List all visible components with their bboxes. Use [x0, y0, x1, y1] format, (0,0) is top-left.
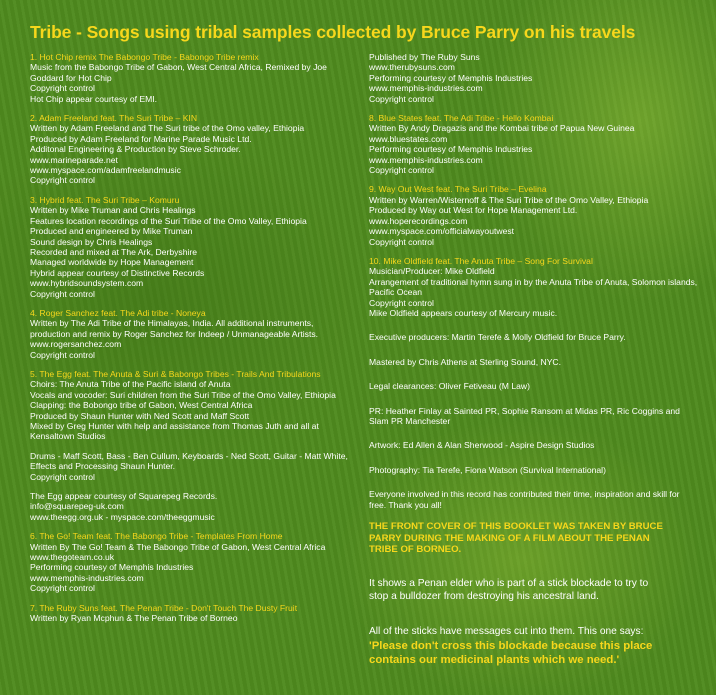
track-line: Written By Andy Dragazis and the Kombai tribe of Papua New Guinea [369, 123, 635, 134]
track-line: Copyright control [30, 471, 95, 482]
track-line: www.memphis-industries.com [369, 154, 483, 165]
track-line: Features location recordings of the Suri Tribe of the Omo Valley, Ethiopia [30, 215, 307, 226]
track-heading: 6. The Go! Team feat. The Babongo Tribe - Templates From Home [30, 531, 283, 542]
track-line: Hybrid appear courtesy of Distinctive Records [30, 267, 205, 278]
track-line: www.hybridsoundsystem.com [30, 278, 144, 289]
track-line: Clapping: the Bobongo tribe of Gabon, West Central Africa [30, 400, 253, 411]
track-line: Performing courtesy of Memphis Industries [30, 562, 194, 573]
credit-thanks: Everyone involved in this record has contributed their time, inspiration and skill for free. Thank you all! [369, 489, 680, 510]
credit-artwork: Artwork: Ed Allen & Alan Sherwood - Aspire Design Studios [369, 440, 595, 451]
track-line: www.marineparade.net [30, 154, 118, 165]
track-line: Arrangement of traditional hymn sung in by the Anuta Tribe of Anuta, Solomon islands, Pacific Ocean [369, 276, 698, 298]
track-entry-3 [30, 195, 355, 299]
track-line: Copyright control [369, 297, 434, 308]
track-line: Written by The Adi Tribe of the Himalayas, India. All additional instruments, production and remix by Roger Sanchez for Indeep / Unmanageable Artists. [30, 318, 319, 339]
track-heading: 9. Way Out West feat. The Suri Tribe – Evelina [369, 184, 547, 195]
sticks-description: All of the sticks have messages cut into them. This one says: [369, 626, 644, 637]
track-line: The Egg appear courtesy of Squarepeg Records. [30, 491, 218, 502]
credit-legal: Legal clearances: Oliver Fetiveau (M Law) [369, 381, 530, 392]
track-line: Produced by Adam Freeland for Marine Parade Music Ltd. [30, 133, 252, 144]
track-line: Written by Warren/Wisternoff & The Suri Tribe of the Omo Valley, Ethiopia [369, 194, 649, 205]
track-line: www.memphis-industries.com [30, 572, 144, 583]
track-line: Copyright control [369, 165, 434, 176]
track-line: Copyright control [30, 83, 95, 94]
credit-pr: PR: Heather Finlay at Sainted PR, Sophie Ransom at Midas PR, Ric Coggins and Slam PR Manchester [369, 405, 680, 426]
left-column [30, 52, 355, 633]
credit-executive-producers: Executive producers: Martin Terefe & Molly Oldfield for Bruce Parry. [369, 332, 626, 343]
track-heading: 5. The Egg feat. The Anuta & Suri & Babongo Tribes - Trails And Tribulations [30, 368, 321, 379]
credit-mastering: Mastered by Chris Athens at Sterling Sound, NYC. [369, 356, 562, 367]
track-line: www.myspace.com/adamfreelandmusic [30, 165, 181, 176]
penan-description: It shows a Penan elder who is part of a stick blockade to try to stop a bulldozer from destroying his ancestral land. [369, 578, 649, 602]
track-line: Copyright control [30, 583, 95, 594]
track-line: www.theegg.org.uk - myspace.com/theeggmusic [30, 511, 215, 522]
track-line: Written by Mike Truman and Chris Healings [30, 205, 196, 216]
track-entry-7 [30, 603, 355, 624]
track-line: Copyright control [30, 349, 95, 360]
track-line [30, 442, 355, 451]
track-line: Music from the Babongo Tribe of Gabon, West Central Africa, Remixed by Joe Goddard for Hot Chip [30, 62, 327, 83]
track-entry-2 [30, 113, 355, 186]
track-line: www.rogersanchez.com [30, 339, 122, 350]
track-heading: 7. The Ruby Suns feat. The Penan Tribe - Don't Touch The Dusty Fruit [30, 602, 298, 613]
track-line: Sound design by Chris Healings [30, 236, 153, 247]
track-line: Performing courtesy of Memphis Industries [369, 72, 533, 83]
track-entry-1 [30, 52, 355, 104]
track-line: Copyright control [369, 236, 434, 247]
track-line: www.memphis-industries.com [369, 83, 483, 94]
track-line: Musician/Producer: Mike Oldfield [369, 266, 495, 277]
track-line: Additonal Engineering & Production by Steve Schroder. [30, 144, 241, 155]
track-line: www.hoperecordings.com [369, 215, 468, 226]
track-entry-9 [369, 184, 699, 246]
track-line: Drums - Maff Scott, Bass - Ben Cullum, Keyboards - Ned Scott, Guitar - Matt White, Effects and Processing Shaun Hunter. [30, 450, 348, 472]
track-entry-7-continued [369, 52, 699, 104]
track-line: Recorded and mixed at The Ark, Derbyshire [30, 246, 198, 257]
track-line: Produced by Way out West for Hope Management Ltd. [369, 205, 578, 216]
track-line: Managed worldwide by Hope Management [30, 257, 194, 268]
track-line: Hot Chip appear courtesy of EMI. [30, 93, 158, 104]
page-title: Tribe - Songs using tribal samples collected by Bruce Parry on his travels [30, 22, 636, 42]
track-line: Performing courtesy of Memphis Industries [369, 144, 533, 155]
track-line: Copyright control [30, 288, 95, 299]
track-entry-5 [30, 369, 355, 522]
track-line: Choirs: The Anuta Tribe of the Pacific island of Anuta [30, 379, 231, 390]
track-line: Mixed by Greg Hunter with help and assistance from Thomas Juth and all at Kensaltown Studios [30, 421, 319, 442]
credit-photography: Photography: Tia Terefe, Fiona Watson (Survival International) [369, 464, 606, 475]
track-line: Copyright control [369, 93, 434, 104]
track-heading: 10. Mike Oldfield feat. The Anuta Tribe – Song For Survival [369, 255, 593, 266]
track-line: Written by Adam Freeland and The Suri tribe of the Omo valley, Ethiopia [30, 123, 305, 134]
track-line: Written By The Go! Team & The Babongo Tribe of Gabon, West Central Africa [30, 541, 326, 552]
track-entry-6 [30, 531, 355, 593]
track-line: www.myspace.com/officialwayoutwest [369, 226, 515, 237]
track-line: Written by Ryan Mcphun & The Penan Tribe of Borneo [30, 613, 238, 624]
track-entry-10 [369, 256, 699, 318]
track-line: Published by The Ruby Suns [369, 52, 480, 62]
track-line: Produced and engineered by Mike Truman [30, 226, 193, 237]
track-line: info@squarepeg-uk.com [30, 501, 124, 512]
track-heading: 8. Blue States feat. The Adi Tribe - Hello Kombai [369, 113, 554, 124]
track-entry-8 [369, 113, 699, 175]
track-line: www.bluestates.com [369, 133, 448, 144]
right-column [369, 52, 699, 524]
track-line: Copyright control [30, 175, 95, 186]
track-entry-4 [30, 308, 355, 360]
track-line: www.therubysuns.com [369, 62, 455, 73]
cover-note: THE FRONT COVER OF THIS BOOKLET WAS TAKEN BY BRUCE PARRY DURING THE MAKING OF A FILM ABOUT THE PENAN TRIBE OF BORNEO. [369, 521, 663, 556]
track-heading: 4. Roger Sanchez feat. The Adi tribe - Noneya [30, 307, 206, 318]
blockade-quote: 'Please don't cross this blockade because this place contains our medicinal plants which we need.' [369, 640, 653, 666]
track-heading: 2. Adam Freeland feat. The Suri Tribe – KIN [30, 113, 198, 124]
track-line: Vocals and vocoder: Suri children from the Suri Tribe of the Omo Valley, Ethiopia [30, 389, 336, 400]
track-line [30, 482, 355, 491]
track-line: Mike Oldfield appears courtesy of Mercury music. [369, 307, 558, 318]
track-line: www.thegoteam.co.uk [30, 552, 115, 563]
track-heading: 3. Hybrid feat. The Suri Tribe – Komuru [30, 194, 180, 205]
track-line: Produced by Shaun Hunter with Ned Scott and Maff Scott [30, 410, 250, 421]
track-heading: 1. Hot Chip remix The Babongo Tribe - Babongo Tribe remix [30, 52, 259, 62]
